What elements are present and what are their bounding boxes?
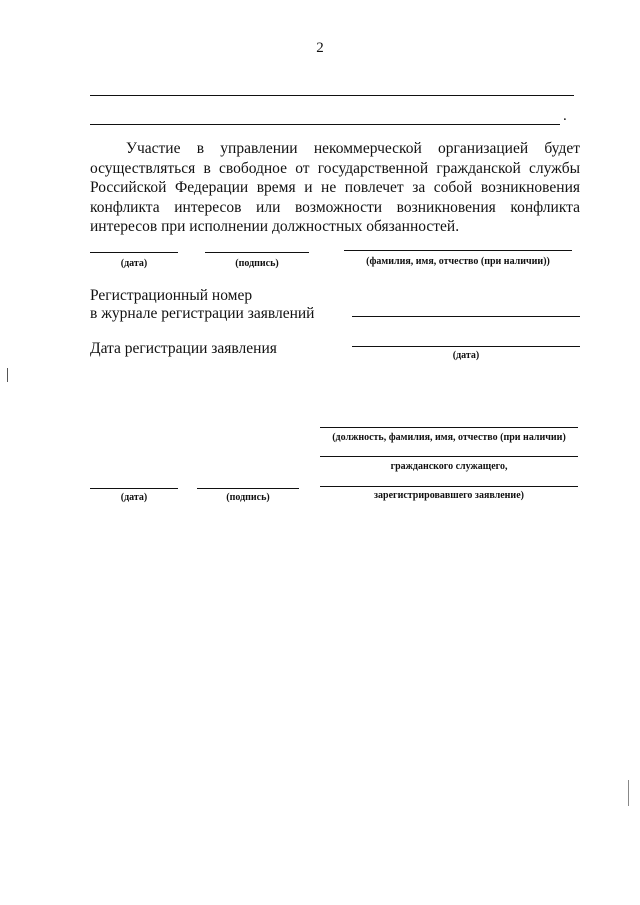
registration-number-label-1: Регистрационный номер (90, 287, 253, 304)
registrar-line-1 (320, 427, 578, 428)
date-caption-2: (дата) (120, 492, 148, 503)
registration-number-label-2: в журнале регистрации заявлений (90, 305, 315, 322)
registrar-caption-3: зарегистрировавшего заявление) (374, 490, 524, 501)
registration-date-line (352, 346, 580, 347)
scan-artifact-left (7, 368, 8, 382)
blank-line-1 (90, 95, 574, 96)
signature-caption-1: (подпись) (235, 258, 279, 269)
signature-line-2 (197, 488, 299, 489)
trailing-dot: . (563, 108, 567, 124)
name-caption-1: (фамилия, имя, отчество (при наличии)) (366, 256, 550, 267)
signature-caption-2: (подпись) (226, 492, 270, 503)
name-line-1 (344, 250, 572, 251)
statement-paragraph (90, 139, 580, 237)
registrar-line-3 (320, 486, 578, 487)
registration-date-label: Дата регистрации заявления (90, 340, 277, 357)
registrar-caption-2: гражданского служащего, (390, 461, 508, 472)
date-line-1 (90, 252, 178, 253)
scan-artifact-right (628, 780, 629, 806)
page-number: 2 (316, 40, 324, 56)
statement-text: Участие в управлении некоммерческой организацией будет осуществляться в свободное от государственной гражданской службы Российской Федерации время и не повлечет за собой возникновения конфликта интересов или возможности возникновения конфликта интересов при исполнении должностных обязанностей. (90, 140, 580, 235)
blank-line-2 (90, 124, 560, 125)
registration-number-line (352, 316, 580, 317)
date-caption-1: (дата) (120, 258, 148, 269)
registration-date-caption: (дата) (452, 350, 480, 361)
registrar-line-2 (320, 456, 578, 457)
registrar-caption-1: (должность, фамилия, имя, отчество (при наличии) (332, 432, 566, 443)
signature-line-1 (205, 252, 309, 253)
date-line-2 (90, 488, 178, 489)
